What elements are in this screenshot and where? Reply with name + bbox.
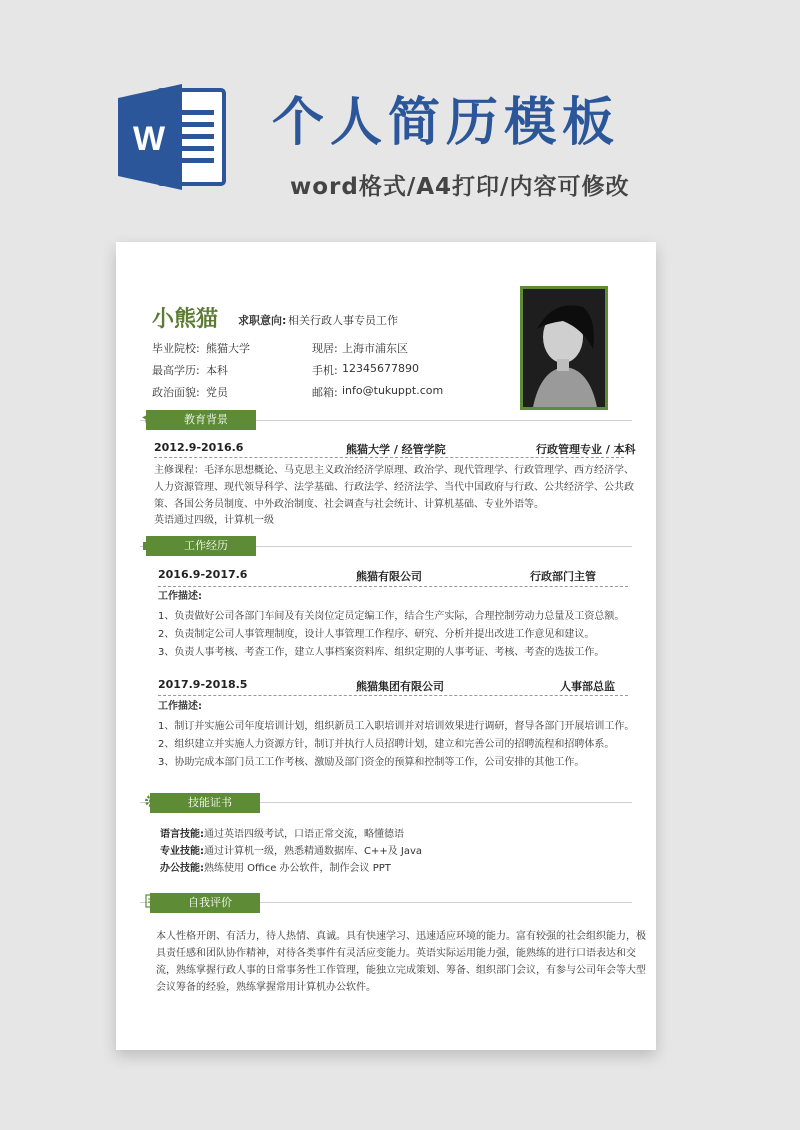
job-duty: 3、协助完成本部门员工工作考核、激励及部门资金的预算和控制等工作，公司安排的其他工作。 xyxy=(158,757,585,768)
job-duty: 3、负责人事考核、考查工作，建立人事档案资料库、组织定期的人事考证、考核、考查的选拔工作。 xyxy=(158,647,605,658)
section-title-education: 教育背景 xyxy=(146,410,256,430)
politics-value: 党员 xyxy=(206,386,228,399)
word-icon xyxy=(118,84,226,190)
residence-value: 上海市浦东区 xyxy=(342,342,408,355)
svg-text:W: W xyxy=(132,120,166,158)
edu-period: 2012.9-2016.6 xyxy=(154,441,244,454)
job-desc-label: 工作描述: xyxy=(158,591,202,602)
skill-value: 通过英语四级考试，口语正常交流，略懂德语 xyxy=(204,829,404,840)
skill-professional xyxy=(160,843,422,860)
job-company: 熊猫集团有限公司 xyxy=(356,680,444,693)
email-value: info@tukuppt.com xyxy=(342,384,444,397)
section-title-work: 工作经历 xyxy=(146,536,256,556)
phone-value: 12345677890 xyxy=(342,362,419,375)
job-desc-label: 工作描述: xyxy=(158,701,202,712)
edu-school: 熊猫大学 / 经管学院 xyxy=(346,443,446,456)
section-title-skills: 技能证书 xyxy=(150,793,260,813)
job-duty: 1、制订并实施公司年度培训计划，组织新员工入职培训并对培训效果进行调研，督导各部门开展培训工作。 xyxy=(158,721,635,732)
skill-value: 通过计算机一级，熟悉精通数据库、C++及 Java xyxy=(204,846,423,857)
edu-major: 行政管理专业 / 本科 xyxy=(536,443,636,456)
dashed-divider xyxy=(154,457,624,458)
dashed-divider xyxy=(158,586,628,587)
school-label: 毕业院校: xyxy=(152,342,200,355)
job-position: 行政部门主管 xyxy=(530,570,596,583)
profile-photo xyxy=(520,286,608,410)
candidate-name: 小熊猫 xyxy=(152,307,219,332)
intent-value: 相关行政人事专员工作 xyxy=(288,314,398,327)
school-value: 熊猫大学 xyxy=(206,342,250,355)
politics-label: 政治面貌: xyxy=(152,386,200,399)
skill-label: 办公技能: xyxy=(160,863,204,874)
page-title: 个人简历模板 xyxy=(272,93,621,153)
skill-language xyxy=(160,826,404,843)
skill-label: 语言技能: xyxy=(160,829,204,840)
job-position: 人事部总监 xyxy=(560,680,615,693)
job-duty: 1、负责做好公司各部门车间及有关岗位定员定编工作，结合生产实际，合理控制劳动力总量及工资总额。 xyxy=(158,611,625,622)
degree-label: 最高学历: xyxy=(152,364,200,377)
job-duty: 2、负责制定公司人事管理制度，设计人事管理工作程序、研究、分析并提出改进工作意见和建议。 xyxy=(158,629,595,640)
edu-extra: 英语通过四级，计算机一级 xyxy=(154,515,274,526)
dashed-divider xyxy=(158,695,628,696)
phone-label: 手机: xyxy=(312,364,338,377)
degree-value: 本科 xyxy=(206,364,228,377)
edu-courses: 主修课程：毛泽东思想概论、马克思主义政治经济学原理、政治学、现代管理学、行政管理学、西方经济学、人力资源管理、现代领导科学、法学基础、行政法学、经济法学、当代中国政府与行政、公共经济学、公共政策、各国公务员制度、中外政治制度、社会调查与社会统计、计算机基础、专业外语等。 xyxy=(154,465,634,510)
section-title-self-eval: 自我评价 xyxy=(150,893,260,913)
page-subtitle: word格式/A4打印/内容可修改 xyxy=(290,174,630,200)
job-duty: 2、组织建立并实施人力资源方针，制订并执行人员招聘计划，建立和完善公司的招聘流程和招聘体系。 xyxy=(158,739,615,750)
skill-label: 专业技能: xyxy=(160,846,204,857)
skill-value: 熟练使用 Office 办公软件，制作会议 PPT xyxy=(204,863,391,874)
residence-label: 现居: xyxy=(312,342,338,355)
intent-label: 求职意向: xyxy=(238,314,287,327)
job-period: 2017.9-2018.5 xyxy=(158,678,248,691)
skill-office xyxy=(160,860,391,877)
resume-page xyxy=(116,242,656,1050)
job-period: 2016.9-2017.6 xyxy=(158,568,248,581)
job-company: 熊猫有限公司 xyxy=(356,570,422,583)
self-eval-text: 本人性格开朗、有活力，待人热情、真诚。具有快速学习、迅速适应环境的能力。富有较强的社会组织能力，极具责任感和团队协作精神，对待各类事件有灵活应变能力。英语实际运用能力强，能熟练的进行口语表达和交流，熟练掌握行政人事的日常事务性工作管理，能独立完成策划、筹备、组织部门会议，有参与公司年会等大型会议筹备的经验，熟练掌握常用计算机办公软件。 xyxy=(156,931,646,993)
email-label: 邮箱: xyxy=(312,386,338,399)
